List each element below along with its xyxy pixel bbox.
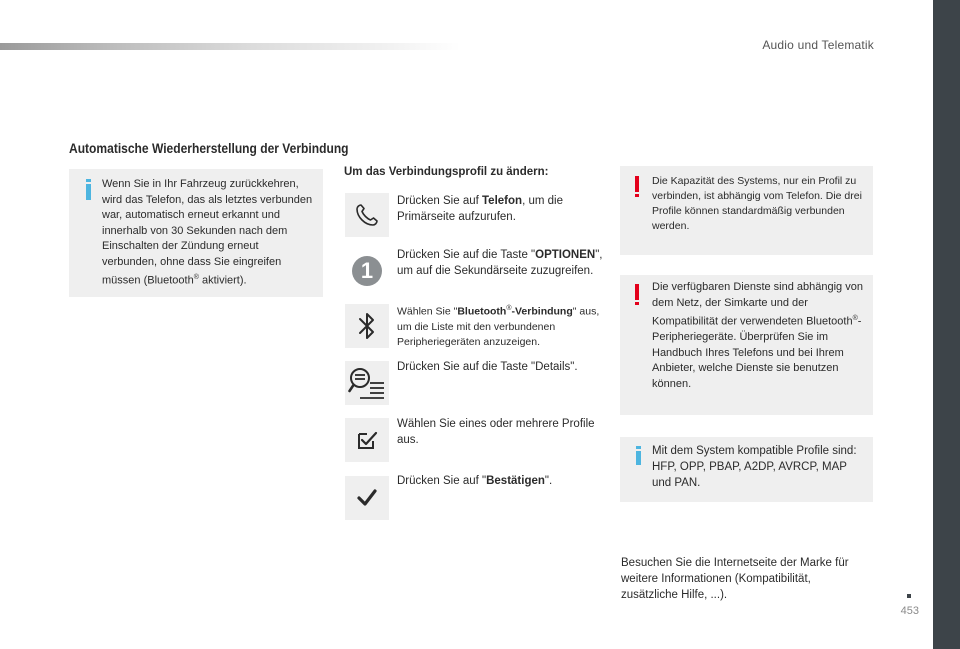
info-icon: [636, 451, 641, 465]
registered-mark: ®: [193, 274, 199, 281]
step-1-post: , um die Primärseite aufzurufen.: [397, 195, 563, 223]
step-2-text: [397, 247, 607, 279]
step-3-pre: Wählen Sie ": [397, 305, 458, 318]
visit-website-text: Besuchen Sie die Internetseite der Marke für weitere Informationen (Kompatibilität, zusätzliche Hilfe, ...).: [621, 557, 849, 601]
info-box-profiles: [620, 437, 873, 502]
step-icon-box-phone: [345, 193, 389, 237]
info-icon: [86, 184, 91, 200]
step-6-bold: Bestätigen: [486, 475, 545, 487]
step-icon-box-select: [345, 418, 389, 462]
warning-icon: [635, 284, 639, 300]
step-number-badge: 1: [352, 256, 382, 286]
header-gradient-bar: [0, 43, 460, 50]
info-text-part2: aktiviert).: [198, 274, 247, 287]
section-title: Automatische Wiederherstellung der Verbindung: [69, 140, 349, 156]
step-2-post: ", um auf die Sekundärseite zuzugreifen.: [397, 249, 603, 277]
warning-services-part2: -Peripheriegeräte. Überprüfen Sie im Handbuch Ihres Telefons und bei Ihrem Anbieter, welche Dienste sie benutzen können.: [652, 315, 862, 390]
page-marker: [907, 594, 911, 598]
step-3-bold2: -Verbindung: [511, 305, 573, 318]
warning-services-part1: Die verfügbaren Dienste sind abhängig von dem Netz, der Simkarte und der Kompatibilität der verwendeten Bluetooth: [652, 281, 863, 328]
warning-text-services: [652, 280, 864, 392]
step-6-text: [397, 473, 607, 489]
step-4-text: Drücken Sie auf die Taste "Details".: [397, 361, 578, 373]
step-6-post: ".: [544, 475, 553, 487]
step-2-bold: OPTIONEN: [535, 249, 596, 261]
warning-box-services: [620, 275, 873, 415]
info-text: [102, 177, 314, 289]
step-6-pre: Drücken Sie auf ": [397, 475, 487, 487]
checkmark-icon: [356, 488, 378, 508]
info-text-profiles: Mit dem System kompatible Profile sind: HFP, OPP, PBAP, A2DP, AVRCP, MAP und PAN.: [652, 445, 857, 489]
step-3-text: [397, 301, 602, 350]
info-box-auto-reconnect: [69, 169, 323, 297]
header-title: Audio und Telematik: [762, 38, 874, 52]
step-3-sup: ®: [506, 305, 512, 312]
details-search-icon: [348, 366, 386, 400]
page-edge-bar: [933, 0, 960, 649]
steps-heading: Um das Verbindungsprofil zu ändern:: [344, 166, 549, 178]
phone-icon: [354, 202, 380, 228]
checkbox-select-icon: [356, 429, 378, 451]
info-text-part1: Wenn Sie in Ihr Fahrzeug zurückkehren, wird das Telefon, das als letztes verbunden war, automatisch erneut erkannt und innerhalb von 30 Sekunden nach dem Einschalten der Zündung erneut verbunden, ohne dass Sie eingreifen müssen (Bluetooth: [102, 178, 313, 287]
step-icon-box-bluetooth: [345, 304, 389, 348]
step-icon-box-details: [345, 361, 389, 405]
page-number: 453: [900, 605, 919, 617]
warning-box-capacity: [620, 166, 873, 255]
warning-icon: [635, 176, 639, 192]
warning-text-capacity: Die Kapazität des Systems, nur ein Profil zu verbinden, ist abhängig vom Telefon. Die drei Profile können standardmäßig verbunden werden.: [652, 175, 862, 232]
step-3-post: " aus, um die Liste mit den verbundenen Peripheriegeräten anzuzeigen.: [397, 305, 600, 348]
registered-mark: ®: [852, 315, 858, 322]
step-3-bold: Bluetooth: [457, 305, 507, 318]
step-icon-box-confirm: [345, 476, 389, 520]
step-1-text: [397, 193, 607, 225]
step-2-pre: Drücken Sie auf die Taste ": [397, 249, 536, 261]
step-1-pre: Drücken Sie auf: [397, 195, 483, 207]
bluetooth-icon: [356, 311, 378, 341]
step-5-text: Wählen Sie eines oder mehrere Profile aus.: [397, 418, 595, 446]
step-1-bold: Telefon: [482, 195, 523, 207]
